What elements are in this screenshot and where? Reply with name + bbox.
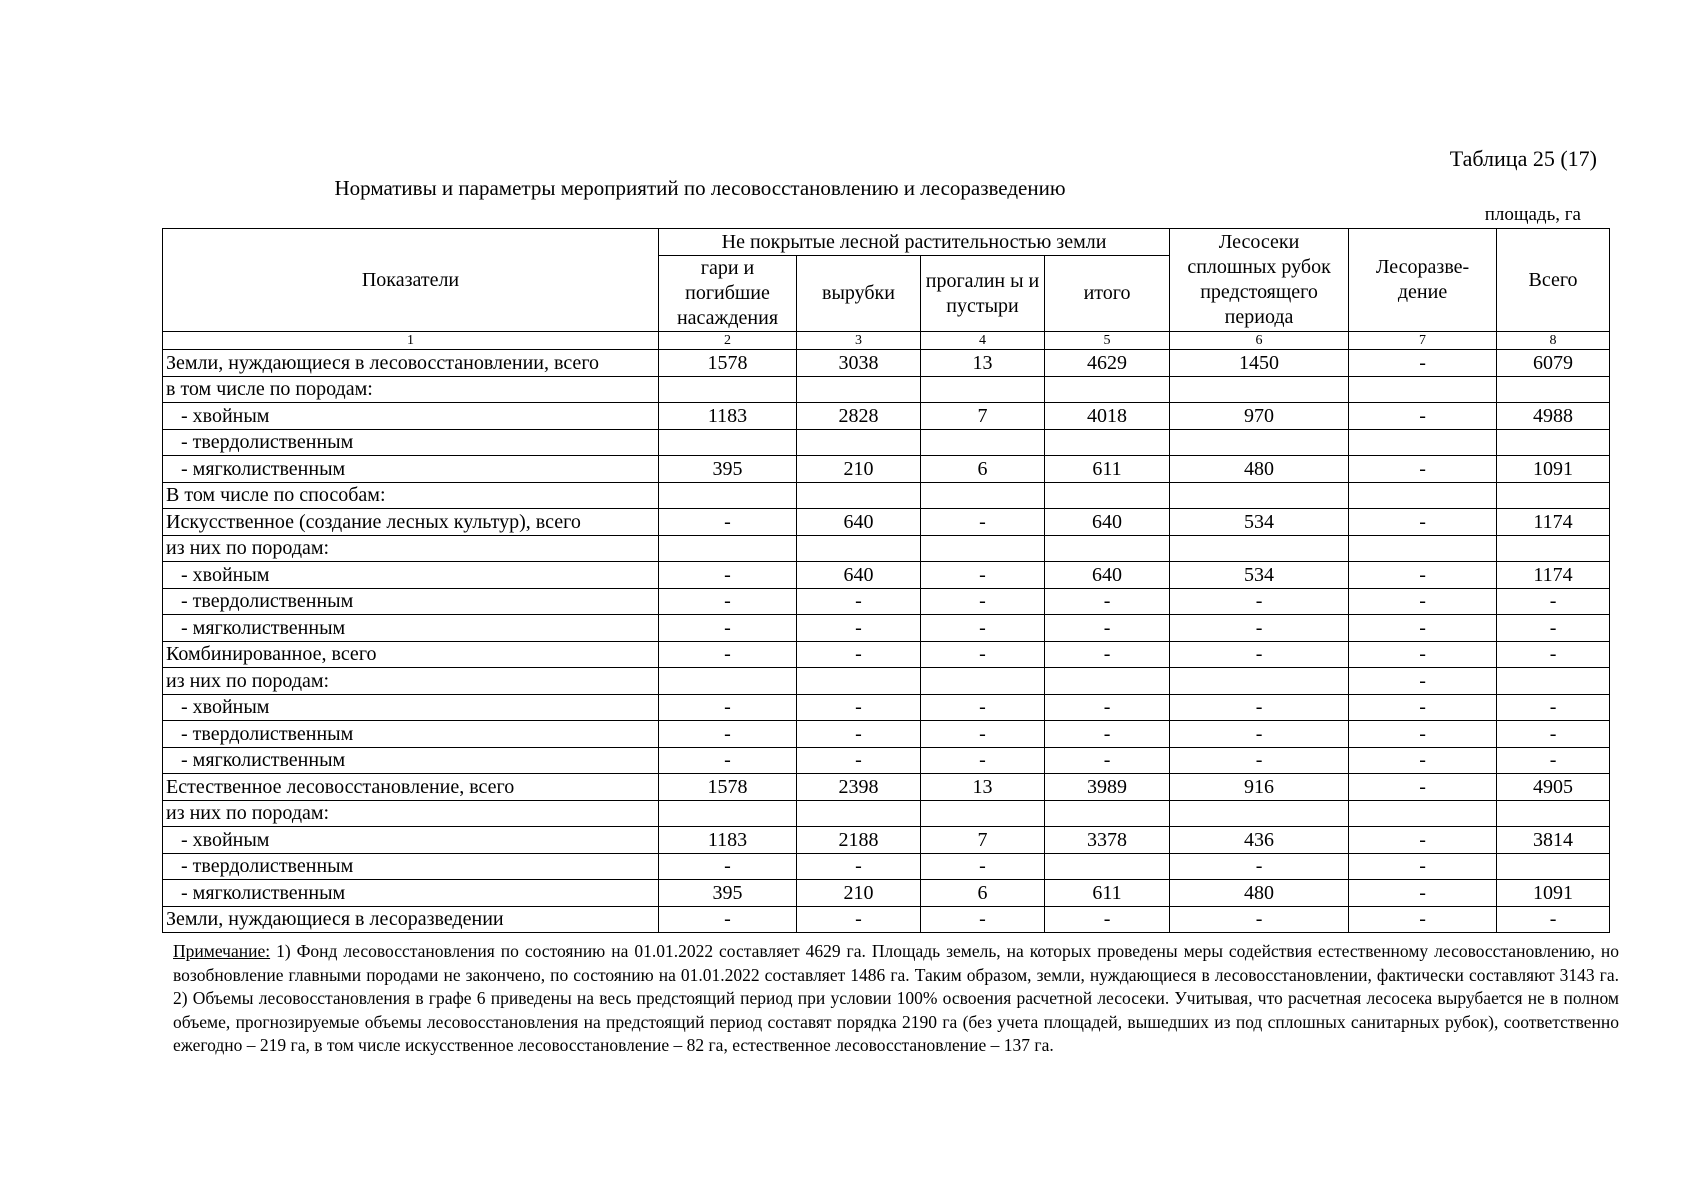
table-cell: 1450 [1170,350,1349,377]
table-cell: - [1349,403,1497,430]
row-label: Естественное лесовосстановление, всего [163,774,659,801]
table-cell [921,376,1045,403]
table-cell: - [1045,906,1170,933]
table-row [163,800,1610,827]
table-cell: - [921,721,1045,748]
table-cell: - [1045,588,1170,615]
table-cell: - [1170,588,1349,615]
table-cell: - [1170,694,1349,721]
header-total: Всего [1497,229,1610,332]
table-cell [1497,668,1610,695]
row-label: Земли, нуждающиеся в лесовосстановлении, всего [163,350,659,377]
table-cell: - [921,694,1045,721]
table-cell: - [921,747,1045,774]
table-cell: - [1349,641,1497,668]
table-cell [1497,535,1610,562]
header-clearcut: Лесосеки сплошных рубок предстоящего периода [1170,229,1349,332]
table-row [163,853,1610,880]
table-cell: - [659,721,797,748]
table-body [163,350,1610,933]
table-cell: - [1349,747,1497,774]
table-cell [797,535,921,562]
table-row [163,535,1610,562]
table-cell: 640 [1045,509,1170,536]
table-cell: - [1045,747,1170,774]
table-cell: 6 [921,880,1045,907]
table-cell: - [921,615,1045,642]
table-row [163,509,1610,536]
table-cell: - [1497,721,1610,748]
table-cell [921,535,1045,562]
footnote-text: 1) Фонд лесовосстановления по состоянию на 01.01.2022 составляет 4629 га. Площадь земель, на которых проведены меры содействия естественному лесовосстановлению, но возобновление главными породами не закончено, по состоянию на 01.01.2022 составляет 1486 га. Таким образом, земли, нуждающиеся в лесовосстановлении, фактически составляют 3143 га. 2) Объемы лесовосстановления в графе 6 приведены на весь предстоящий период при условии 100% освоения расчетной лесосеки. Учитывая, что расчетная лесосека вырубается не в полном объеме, прогнозируемые объемы лесовосстановления на предстоящий период составят порядка 2190 га (без учета площадей, вышедших из под сплошных санитарных рубок), соответственно ежегодно – 219 га, в том числе искусственное лесовосстановление – 82 га, естественное лесовосстановление – 137 га. [173,941,1619,1055]
table-row [163,880,1610,907]
table-cell: - [797,694,921,721]
table-row [163,588,1610,615]
table-cell: - [797,906,921,933]
table-cell: - [1349,721,1497,748]
table-cell: 480 [1170,456,1349,483]
table-row [163,694,1610,721]
table-cell: - [797,853,921,880]
table-cell [797,376,921,403]
table-cell: - [659,615,797,642]
table-cell: 1578 [659,350,797,377]
table-cell: 1091 [1497,880,1610,907]
table-cell: 2828 [797,403,921,430]
table-title: Нормативы и параметры мероприятий по лесовосстановлению и лесоразведению [334,176,1066,200]
table-cell: - [659,906,797,933]
table-cell [659,668,797,695]
table-row [163,721,1610,748]
row-label: Комбинированное, всего [163,641,659,668]
table-cell: 4988 [1497,403,1610,430]
table-cell: - [1349,880,1497,907]
row-label: - хвойным [163,827,659,854]
row-label: - хвойным [163,694,659,721]
table-cell: - [1170,747,1349,774]
table-cell: 1183 [659,827,797,854]
column-number: 2 [659,332,797,350]
row-label: - мягколиственным [163,880,659,907]
row-label: - хвойным [163,562,659,589]
table-cell: 4905 [1497,774,1610,801]
table-cell [797,668,921,695]
table-cell: - [1497,641,1610,668]
table-row [163,562,1610,589]
table-cell [1045,429,1170,456]
table-cell [1045,535,1170,562]
table-cell: - [659,747,797,774]
column-number-row [163,332,1610,350]
table-cell: 436 [1170,827,1349,854]
table-cell: - [1497,747,1610,774]
table-cell: - [1170,615,1349,642]
table-cell [797,482,921,509]
table-cell: - [1349,694,1497,721]
table-cell: - [797,615,921,642]
table-cell: - [921,588,1045,615]
table-cell: - [1045,694,1170,721]
table-cell: 3814 [1497,827,1610,854]
table-cell [1497,800,1610,827]
table-cell [797,429,921,456]
table-cell: - [659,562,797,589]
table-row [163,376,1610,403]
column-number: 4 [921,332,1045,350]
table-cell: 3378 [1045,827,1170,854]
row-label: - мягколиственным [163,615,659,642]
table-cell: - [1349,774,1497,801]
table-cell: 2188 [797,827,921,854]
table-cell: - [1170,906,1349,933]
row-label: - твердолиственным [163,853,659,880]
table-row [163,456,1610,483]
table-cell: 3038 [797,350,921,377]
table-cell: 480 [1170,880,1349,907]
table-cell [1349,800,1497,827]
column-number: 3 [797,332,921,350]
table-cell [1170,800,1349,827]
reforestation-table [162,228,1610,933]
table-cell: - [1349,827,1497,854]
column-number: 8 [1497,332,1610,350]
table-cell [1349,376,1497,403]
table-cell: - [1170,721,1349,748]
table-cell: 7 [921,827,1045,854]
table-cell: - [921,562,1045,589]
table-cell: 210 [797,456,921,483]
table-cell: - [1349,853,1497,880]
table-cell [1045,853,1170,880]
table-row [163,747,1610,774]
table-cell: 13 [921,350,1045,377]
row-label: Искусственное (создание лесных культур), всего [163,509,659,536]
footnote [173,940,1619,1058]
table-cell: - [1349,615,1497,642]
table-cell [1349,535,1497,562]
table-cell [921,668,1045,695]
table-cell: 534 [1170,509,1349,536]
table-cell: 210 [797,880,921,907]
header-subtotal: итого [1045,256,1170,332]
table-cell: 1174 [1497,562,1610,589]
row-label: - мягколиственным [163,747,659,774]
header-glades: прогалин ы и пустыри [921,256,1045,332]
table-cell: - [659,588,797,615]
row-label: в том числе по породам: [163,376,659,403]
table-cell [1170,668,1349,695]
table-cell [659,800,797,827]
table-cell: - [921,853,1045,880]
table-cell [1045,800,1170,827]
table-row [163,668,1610,695]
table-cell [659,535,797,562]
table-cell: - [1497,694,1610,721]
table-cell: 3989 [1045,774,1170,801]
table-cell [797,800,921,827]
table-cell [659,376,797,403]
table-cell: - [1045,721,1170,748]
table-cell: - [1170,641,1349,668]
table-row [163,615,1610,642]
table-row [163,774,1610,801]
table-cell: 6 [921,456,1045,483]
table-cell: 395 [659,456,797,483]
table-cell: 534 [1170,562,1349,589]
row-label: - твердолиственным [163,429,659,456]
footnote-label: Примечание: [173,941,271,961]
table-cell: - [659,694,797,721]
table-cell: - [921,906,1045,933]
table-cell: - [1045,615,1170,642]
table-cell: - [1349,509,1497,536]
header-row-top [163,229,1610,256]
table-cell [1349,429,1497,456]
header-burns: гари и погибшие насаждения [659,256,797,332]
table-cell: 7 [921,403,1045,430]
table-row [163,641,1610,668]
table-cell: 1174 [1497,509,1610,536]
table-cell: - [1349,350,1497,377]
table-cell: 4018 [1045,403,1170,430]
table-cell: - [1045,641,1170,668]
table-row [163,827,1610,854]
column-number: 7 [1349,332,1497,350]
table-cell: 640 [1045,562,1170,589]
table-cell: 1091 [1497,456,1610,483]
table-cell: 916 [1170,774,1349,801]
column-number: 5 [1045,332,1170,350]
table-cell: - [1349,562,1497,589]
table-number: Таблица 25 (17) [1449,146,1597,171]
table-cell [1497,853,1610,880]
row-label: из них по породам: [163,535,659,562]
table-cell: - [1349,668,1497,695]
table-cell: 2398 [797,774,921,801]
row-label: - твердолиственным [163,721,659,748]
units-label: площадь, га [1484,204,1581,225]
table-cell [659,429,797,456]
table-cell: 611 [1045,880,1170,907]
table-cell [1170,482,1349,509]
table-cell: 6079 [1497,350,1610,377]
row-label: - хвойным [163,403,659,430]
table-cell: - [659,853,797,880]
table-cell [921,429,1045,456]
table-cell: - [1497,588,1610,615]
table-cell: - [1349,588,1497,615]
table-cell [1045,482,1170,509]
table-cell: - [1170,853,1349,880]
table-cell: 640 [797,509,921,536]
table-cell: 970 [1170,403,1349,430]
table-cell: - [1497,615,1610,642]
header-group-uncovered: Не покрытые лесной растительностью земли [659,229,1170,256]
table-cell: 395 [659,880,797,907]
table-cell: - [1497,906,1610,933]
row-label: из них по породам: [163,800,659,827]
table-cell: - [659,641,797,668]
column-number: 6 [1170,332,1349,350]
row-label: из них по породам: [163,668,659,695]
header-cuttings: вырубки [797,256,921,332]
table-cell [1170,429,1349,456]
table-cell [921,800,1045,827]
table-cell: - [1349,456,1497,483]
table-cell [1497,482,1610,509]
table-row [163,403,1610,430]
table-cell [1170,535,1349,562]
table-cell: 4629 [1045,350,1170,377]
row-label: - твердолиственным [163,588,659,615]
table-row [163,906,1610,933]
table-cell: 611 [1045,456,1170,483]
table-cell [1045,376,1170,403]
table-row [163,482,1610,509]
table-cell: - [797,747,921,774]
row-label: - мягколиственным [163,456,659,483]
table-cell [659,482,797,509]
table-cell [1497,429,1610,456]
column-number: 1 [163,332,659,350]
table-cell: 13 [921,774,1045,801]
table-cell [1045,668,1170,695]
table-cell: - [797,721,921,748]
table-cell [921,482,1045,509]
header-indicators: Показатели [163,229,659,332]
header-afforestation: Лесоразве-дение [1349,229,1497,332]
table-cell: - [1349,906,1497,933]
table-cell: - [797,641,921,668]
table-cell: 1183 [659,403,797,430]
row-label: В том числе по способам: [163,482,659,509]
row-label: Земли, нуждающиеся в лесоразведении [163,906,659,933]
table-cell: - [921,509,1045,536]
table-cell: - [797,588,921,615]
table-cell [1497,376,1610,403]
table-row [163,350,1610,377]
table-cell: 1578 [659,774,797,801]
table-cell: - [921,641,1045,668]
table-cell [1349,482,1497,509]
table-cell: - [659,509,797,536]
table-row [163,429,1610,456]
table-cell [1170,376,1349,403]
table-cell: 640 [797,562,921,589]
